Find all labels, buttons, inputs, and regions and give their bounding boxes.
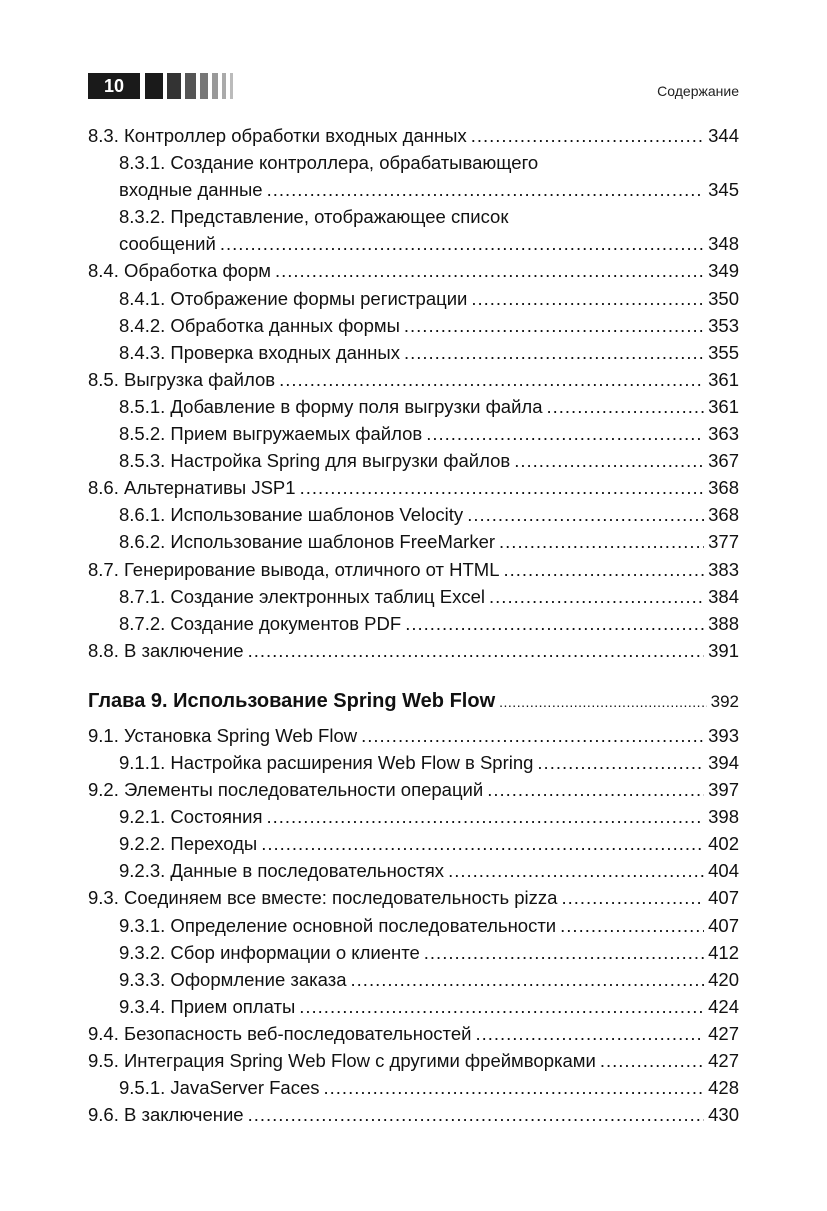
toc-entry-page: 428 [708,1077,739,1099]
leader-dots [299,993,704,1020]
toc-entry[interactable] [88,501,739,528]
toc-entry-page: 388 [708,612,739,634]
leader-dots [426,420,704,447]
bar [200,73,208,99]
toc-entry-title: 8.5.3. Настройка Spring для выгрузки файлов [119,450,511,472]
table-of-contents [88,122,739,1128]
toc-entry-title: 9.3. Соединяем все вместе: последовательность pizza [88,887,558,909]
toc-entry-title: 9.3.4. Прием оплаты [119,995,296,1017]
toc-entry-page: 420 [708,968,739,990]
leader-dots [475,1020,704,1047]
leader-dots [404,339,704,366]
toc-entry[interactable] [88,312,739,339]
leader-dots [499,528,704,555]
chapter-title: Глава 9. Использование Spring Web Flow [88,689,496,712]
toc-entry-page: 361 [708,368,739,390]
leader-dots [405,610,704,637]
leader-dots [537,749,704,776]
toc-entry[interactable] [88,830,739,857]
toc-entry-page: 424 [708,995,739,1017]
toc-entry-page: 412 [708,941,739,963]
toc-entry-title: 9.2.3. Данные в последовательностях [119,860,445,882]
toc-entry-title: 9.1.1. Настройка расширения Web Flow в Spring [119,751,534,773]
page-header [88,73,739,101]
page-number: 10 [88,73,140,99]
toc-entry-page: 391 [708,639,739,661]
toc-entry-page: 348 [708,233,739,255]
toc-entry-page: 397 [708,779,739,801]
toc-entry[interactable] [88,857,739,884]
chapter-page: 392 [710,691,739,711]
toc-entry-page: 367 [708,450,739,472]
toc-entry[interactable] [88,583,739,610]
leader-dots [261,830,704,857]
leader-dots [489,583,704,610]
leader-dots [487,776,704,803]
leader-dots [248,1101,705,1128]
toc-entry[interactable] [88,749,739,776]
toc-entry[interactable] [88,1101,739,1128]
bar [185,73,196,99]
toc-entry-page: 393 [708,724,739,746]
toc-entry-title: 9.2.2. Переходы [119,833,258,855]
toc-entry[interactable] [88,939,739,966]
toc-entry-title: входные данные [119,179,263,201]
toc-entry-title: 9.3.2. Сбор информации о клиенте [119,941,420,963]
toc-entry[interactable] [88,528,739,555]
leader-dots [561,884,704,911]
toc-entry-title: 9.5.1. JavaServer Faces [119,1077,320,1099]
toc-entry-title: 8.6. Альтернативы JSP1 [88,477,296,499]
toc-entry-title: 9.2.1. Состояния [119,806,263,828]
toc-entry[interactable] [88,993,739,1020]
leader-dots [267,176,705,203]
toc-entry-page: 404 [708,860,739,882]
toc-entry-page: 377 [708,531,739,553]
toc-entry-title: 8.5.2. Прием выгружаемых файлов [119,423,423,445]
leader-dots [514,447,704,474]
leader-dots [547,393,705,420]
toc-entry[interactable] [88,803,739,830]
leader-dots [560,912,704,939]
toc-entry-title-first-line: 8.3.1. Создание контроллера, обрабатывающего [119,152,539,174]
toc-entry-page: 349 [708,260,739,282]
toc-entry-page: 427 [708,1022,739,1044]
toc-entry-title: 9.1. Установка Spring Web Flow [88,724,358,746]
toc-entry[interactable] [88,556,739,583]
toc-entry-page: 344 [708,125,739,146]
toc-entry-title: 8.4.1. Отображение формы регистрации [119,287,468,309]
leader-dots [300,474,705,501]
toc-entry[interactable] [88,230,739,257]
toc-entry-title: 9.5. Интеграция Spring Web Flow с другими фреймворками [88,1050,596,1071]
bar [222,73,226,99]
toc-entry-title: 8.7.2. Создание документов PDF [119,612,402,634]
toc-entry-page: 384 [708,585,739,607]
toc-entry[interactable] [88,966,739,993]
toc-entry-page: 402 [708,833,739,855]
toc-entry-page: 363 [708,423,739,445]
leader-dots [351,966,705,993]
toc-entry-title: 8.6.2. Использование шаблонов FreeMarker [119,531,496,553]
leader-dots [404,312,704,339]
toc-entry-title: сообщений [119,233,216,255]
toc-entry[interactable] [88,637,739,664]
chapter-heading [88,688,739,714]
toc-entry[interactable] [88,610,739,637]
toc-entry-page: 394 [708,751,739,773]
leader-dots [448,857,704,884]
toc-entry[interactable] [88,447,739,474]
bar [212,73,218,99]
leader-dots [600,1047,704,1074]
leader-dots [471,285,704,312]
toc-entry[interactable] [88,285,739,312]
toc-entry[interactable] [88,176,739,203]
leader-dots [471,122,704,149]
toc-entry[interactable] [88,122,739,149]
leader-dots [467,501,704,528]
toc-entry-page: 353 [708,314,739,336]
bar [167,73,181,99]
toc-entry-page: 368 [708,477,739,499]
leader-dots [220,230,704,257]
toc-entry-title: 8.4.3. Проверка входных данных [119,341,400,363]
leader-dots [504,556,705,583]
toc-entry[interactable] [88,912,739,939]
toc-entry-page: 427 [708,1050,739,1071]
toc-entry-title: 8.7. Генерирование вывода, отличного от HTML [88,558,500,580]
toc-entry-title: 9.3.3. Оформление заказа [119,968,347,990]
toc-entry-page: 383 [708,558,739,580]
toc-entry-title-first-line: 8.3.2. Представление, отображающее список [119,206,509,228]
toc-entry[interactable] [88,474,739,501]
toc-entry-page: 407 [708,887,739,909]
toc-entry[interactable] [88,1020,739,1047]
toc-entry[interactable] [88,884,739,911]
toc-section-9 [88,722,739,1128]
leader-dots [361,722,704,749]
toc-entry-page: 398 [708,806,739,828]
toc-entry-page: 430 [708,1104,739,1126]
toc-section-8 [88,122,739,664]
bar [145,73,163,99]
toc-entry-page: 407 [708,914,739,936]
toc-entry-title: 9.2. Элементы последовательности операций [88,779,484,801]
toc-entry[interactable] [88,722,739,749]
toc-entry-title: 9.4. Безопасность веб-последовательностей [88,1022,472,1044]
leader-dots [266,803,704,830]
toc-entry-title: 8.3. Контроллер обработки входных данных [88,125,467,146]
toc-entry-title: 8.4.2. Обработка данных формы [119,314,400,336]
toc-entry-page: 361 [708,395,739,417]
toc-entry-title: 8.5.1. Добавление в форму поля выгрузки файла [119,395,543,417]
toc-entry[interactable] [88,1047,739,1074]
toc-entry-page: 355 [708,341,739,363]
toc-entry-title: 8.6.1. Использование шаблонов Velocity [119,504,464,526]
toc-entry-title: 8.4. Обработка форм [88,260,271,282]
leader-dots [424,939,704,966]
running-head: Содержание [657,83,739,99]
toc-entry-page: 345 [708,179,739,201]
toc-entry-title: 8.5. Выгрузка файлов [88,368,276,390]
bar [230,73,233,99]
toc-entry-title: 9.3.1. Определение основной последовательности [119,914,557,936]
toc-entry[interactable] [88,420,739,447]
toc-entry[interactable] [88,776,739,803]
leader-dots [279,366,704,393]
toc-entry-title: 8.8. В заключение [88,639,244,661]
toc-entry-page: 350 [708,287,739,309]
leader-dots [248,637,705,664]
toc-entry[interactable] [88,393,739,420]
leader-dots [324,1074,705,1101]
toc-entry[interactable] [88,1074,739,1101]
toc-entry-title: 9.6. В заключение [88,1104,244,1126]
toc-entry[interactable] [88,366,739,393]
leader-dots [275,257,704,284]
toc-entry[interactable] [88,257,739,284]
toc-entry-title: 8.7.1. Создание электронных таблиц Excel [119,585,486,607]
leader-dots [499,689,706,715]
toc-entry[interactable] [88,339,739,366]
toc-entry-page: 368 [708,504,739,526]
